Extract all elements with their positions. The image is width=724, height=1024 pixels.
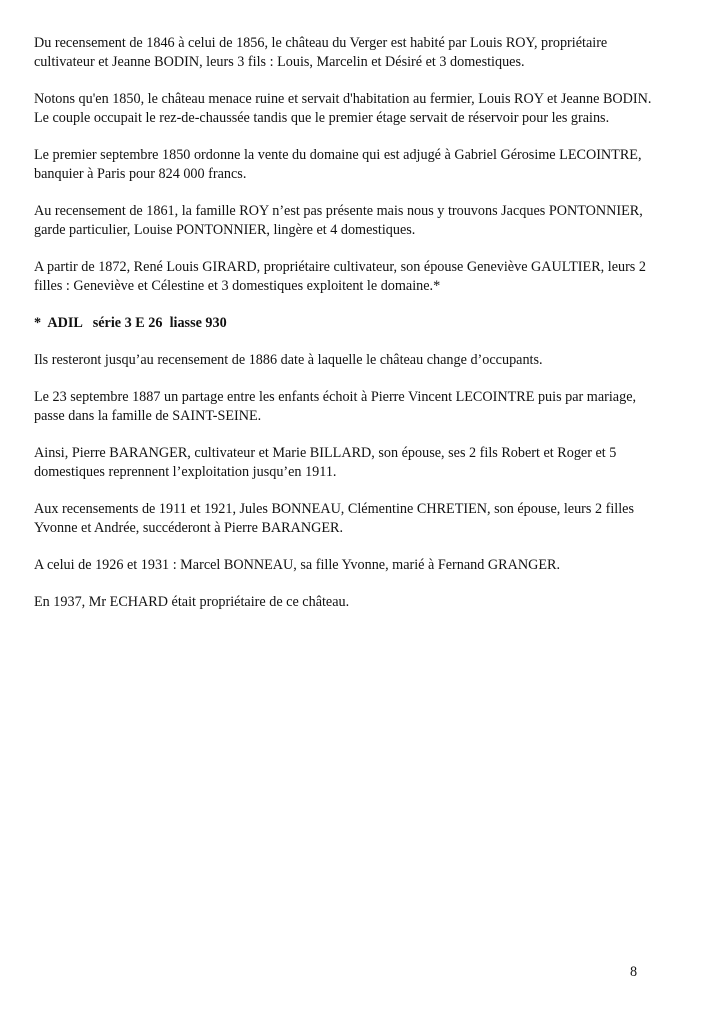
paragraph-partition-1887: Le 23 septembre 1887 un partage entre les enfants échoit à Pierre Vincent LECOINTRE puis par mariage, passe dans la famille de SAINT-SEINE. — [34, 389, 637, 424]
paragraph-sale-1850: Le premier septembre 1850 ordonne la vente du domaine qui est adjugé à Gabriel Gérosime LECOINTRE, banquier à Paris pour 824 000 francs. — [34, 147, 642, 182]
paragraph-ruin-1850: Notons qu'en 1850, le château menace ruine et servait d'habitation au fermier, Louis ROY et Jeanne BODIN. Le couple occupait le rez-de-chaussée tandis que le premier étage servait de réservoir pour les grains. — [34, 91, 652, 126]
paragraph-census-1886: Ils resteront jusqu’au recensement de 1886 date à laquelle le château change d’occupants. — [34, 352, 543, 368]
document-body — [34, 34, 694, 630]
paragraph-census-1861: Au recensement de 1861, la famille ROY n’est pas présente mais nous y trouvons Jacques PONTONNIER, garde particulier, Louise PONTONNIER, lingère et 4 domestiques. — [34, 203, 643, 238]
paragraph-baranger: Ainsi, Pierre BARANGER, cultivateur et Marie BILLARD, son épouse, ses 2 fils Robert et Roger et 5 domestiques reprennent l’exploitation jusqu’en 1911. — [34, 445, 617, 480]
reference-note: * ADIL série 3 E 26 liasse 930 — [34, 315, 227, 331]
paragraph-owner-1937: En 1937, Mr ECHARD était propriétaire de ce château. — [34, 594, 350, 610]
paragraph-census-1926-1931: A celui de 1926 et 1931 : Marcel BONNEAU, sa fille Yvonne, marié à Fernand GRANGER. — [34, 557, 561, 573]
paragraph-census-1846: Du recensement de 1846 à celui de 1856, le château du Verger est habité par Louis ROY, propriétaire cultivateur et Jeanne BODIN, leurs 3 fils : Louis, Marcelin et Désiré et 3 domestiques. — [34, 35, 608, 70]
page-number: 8 — [630, 964, 638, 980]
paragraph-girard-1872: A partir de 1872, René Louis GIRARD, propriétaire cultivateur, son épouse Geneviève GAULTIER, leurs 2 filles : Geneviève et Célestine et 3 domestiques exploitent le domaine.* — [34, 259, 646, 294]
paragraph-census-1911-1921: Aux recensements de 1911 et 1921, Jules BONNEAU, Clémentine CHRETIEN, son épouse, leurs 2 filles Yvonne et Andrée, succéderont à Pierre BARANGER. — [34, 501, 634, 536]
